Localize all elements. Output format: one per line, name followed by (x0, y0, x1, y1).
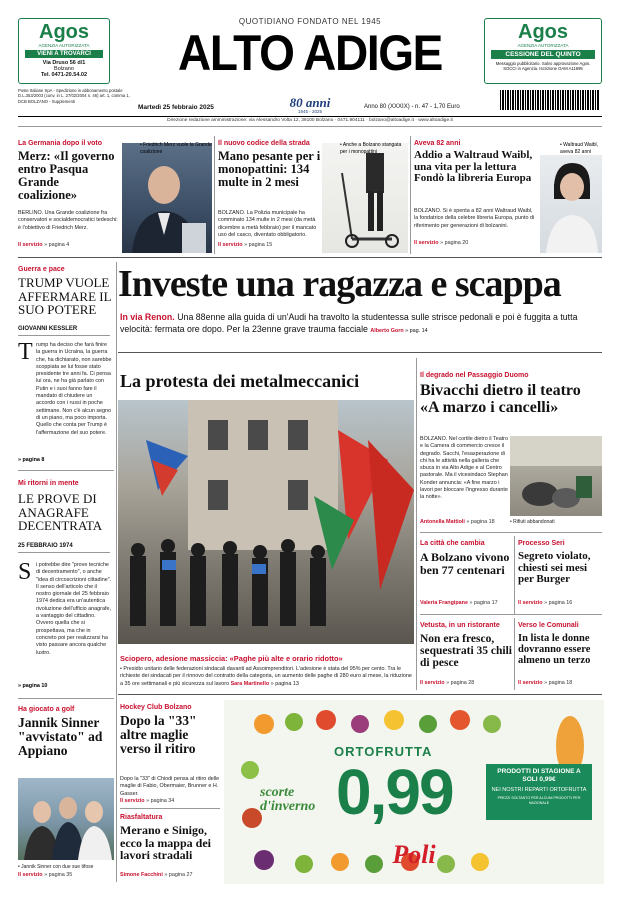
agos-cta-right: CESSIONE DEL QUINTO (491, 50, 595, 59)
left2-rule (18, 698, 114, 699)
right4-headline[interactable]: Non era fresco, sequestrati 35 chili di pesce (420, 633, 512, 670)
top2-ref-label: Il servizio (218, 242, 243, 248)
top1-headline[interactable]: Merz: «Il governo entro Pasqua Grande coalizione» (18, 149, 115, 203)
right5-ref-page: » pagina 18 (544, 680, 573, 686)
left3-kicker: Ha giocato a golf (18, 706, 75, 713)
right5-ref[interactable] (518, 680, 572, 686)
anniversary-badge (260, 96, 360, 114)
ad-promo: scorte d'inverno (260, 785, 316, 814)
protest-photo (118, 400, 414, 644)
bottom2-ref-name: Simone Facchini (120, 872, 163, 878)
lead-ref[interactable] (370, 328, 427, 334)
bottom2-headline[interactable]: Merano e Sinigo, ecco la mappa dei lavori stradali (120, 823, 211, 863)
protest-body-text: • Presidio unitario delle federazioni sindacali davanti ad Assoimprenditori. L'adesione è stata del 95% per cento. Tra le richieste dei sindacati per il rinnovo del contratto della categoria, un aumento delle paghe di 280 euro al mese, la riduzione a 35 ore settimanali e più sicurezza sul lavoro (120, 666, 412, 687)
right5-ref-label: Il servizio (518, 680, 543, 686)
waste-photo (510, 436, 602, 516)
right4-kicker: Vetusta, in un ristorante (420, 622, 500, 629)
right2-headline[interactable]: A Bolzano vivono ben 77 centenari (420, 550, 510, 577)
bottom2-ref-page: » pagina 27 (164, 872, 193, 878)
top1-ref[interactable] (18, 242, 69, 248)
agos-city: Bolzano (54, 66, 74, 72)
left2-headline[interactable]: LE PROVE DI ANAGRAFE DECENTRATA (18, 491, 103, 534)
right1-body: BOLZANO. Nel cortile dietro il Teatro e la Camera di commercio cresce il degrado. Sacchi, l'esasperazione di chi ha le attività nella galleria che sbuca in via Alto Adige e al Centro pastorale. Ma il vicesindaco Stephan Konder annuncia: «A fine marzo i lavori per bloccare l'ingresso durante la notte». (420, 436, 508, 501)
left1-body: rump ha deciso che farà finire la guerra in Ucraina, la guerra che, ha dichiarato, non sarebbe scoppiata se lui fosse stato presidente tre anni fa. Ci pensa lui ora, ne ha già parlato con Putin e i suoi fanno fare il mandato di chiudere un accordo con i russi in poche settimane. Non c'è alcun segno di un piano, ma poco importa. Quello che conta per Trump è l'affermazione del suo potere. (36, 342, 112, 436)
left3-ref[interactable] (18, 872, 72, 878)
left1-kicker: Guerra e pace (18, 266, 65, 273)
bottom1-ref[interactable] (120, 798, 174, 804)
bottom1-headline[interactable]: Dopo la "33" altre maglie verso il ritiro (120, 713, 197, 757)
right5-kicker: Verso le Comunali (518, 622, 579, 629)
top3-headline[interactable]: Addio a Waltraud Waibl, una vita per la lettura Fondò la libreria Europa (414, 149, 533, 185)
ad-box-sub: NEI NOSTRI REPARTI ORTOFRUTTA (491, 786, 587, 793)
top2-ref-page: » pagina 15 (244, 242, 273, 248)
top3-ref[interactable] (414, 240, 468, 246)
top3-caption: • Waltraud Waibl, aveva 82 anni (560, 142, 599, 155)
masthead-tagline: QUOTIDIANO FONDATO NEL 1945 (238, 17, 382, 26)
right1-caption: • Rifiuti abbandonati (510, 519, 555, 525)
top2-headline[interactable]: Mano pesante per i monopattini: 134 multe in 2 mesi (218, 149, 321, 190)
top-divider-2 (410, 136, 411, 254)
right4-ref[interactable] (420, 680, 474, 686)
ad-ortofrutta[interactable] (224, 700, 604, 884)
waste-bags-icon (510, 436, 602, 516)
protest-ref-name: Sara Martinello (230, 680, 270, 687)
sinner-photo (18, 778, 114, 860)
lead-sub-text: Una 88enne alla guida di un'Audi ha travolto la studentessa sulle strisce pedonali e poi è fuggita a tutta velocità: fermata ore dopo. Per la 23enne grave trauma facciale (120, 312, 578, 334)
waibl-portrait-icon (540, 155, 602, 253)
lead-rule (118, 352, 602, 353)
right3-ref-label: Il servizio (518, 600, 543, 606)
left2-ref[interactable]: » pagina 10 (18, 683, 48, 689)
top3-body: BOLZANO. Si è spenta a 82 anni Waltraud Waibl, la fondatrice della celebre libreria Europa, punto di riferimento per generazioni di bolzanini. (414, 208, 535, 229)
bottom1-rule (120, 808, 220, 809)
agos-note-right: Messaggio pubblicitario. Salvo approvazione Agos. SOCCI in Agenzia. Iscrizione OAM A11695 (495, 61, 591, 72)
protest-headline[interactable]: La protesta dei metalmeccanici (120, 371, 360, 391)
top3-ref-page: » pagina 20 (440, 240, 469, 246)
left1-author-rule (18, 335, 110, 336)
protest-ref-page: » pagina 13 (270, 680, 299, 687)
left3-ref-page: » pagina 35 (44, 872, 73, 878)
right1-rule (420, 532, 602, 533)
right4-ref-label: Il servizio (420, 680, 445, 686)
issue-date: Martedì 25 febbraio 2025 (138, 104, 214, 111)
right2-ref-page: » pagina 17 (469, 600, 498, 606)
bottom2-kicker: Riasfaltatura (120, 814, 163, 821)
agos-cta: VIENI A TROVARCI (25, 50, 103, 58)
protest-ref[interactable] (231, 681, 299, 687)
right1-kicker: Il degrado nel Passaggio Duomo (420, 372, 529, 379)
right2-kicker: La città che cambia (420, 540, 485, 547)
masthead-rule (18, 116, 602, 117)
merz-portrait-icon (122, 143, 212, 253)
top3-kicker: Aveva 82 anni (414, 140, 461, 147)
agos-tel: Tel. 0471-20.54.02 (40, 72, 88, 78)
agos-sub: AGENZIA AUTORIZZATA (38, 43, 90, 48)
top1-body: BERLINO. Una Grande coalizione fra conservatori e socialdemocratici tedeschi: è l'obiettivo di Friedrich Merz. (18, 210, 118, 231)
agos-sub-right: AGENZIA AUTORIZZATA (517, 43, 569, 48)
ad-price: 0,99 (336, 756, 453, 828)
right3-kicker: Processo Seri (518, 540, 565, 547)
top2-caption: • Anche a Bolzano stangata per i monopattini (340, 142, 402, 155)
left2-date-rule (18, 552, 110, 553)
protest-body (120, 666, 412, 688)
right1-ref-name: Antonella Mattioli (420, 519, 465, 525)
left3-caption: • Jannik Sinner con due sue tifose (18, 864, 94, 870)
waibl-photo (540, 155, 602, 253)
right2-ref[interactable] (420, 600, 498, 606)
address-rule (18, 126, 602, 127)
lead-sub-red: In via Renon. (120, 312, 175, 322)
ad-agos-right[interactable] (484, 18, 602, 84)
right2-rule (420, 614, 602, 615)
right-split-2 (514, 618, 515, 690)
top1-kicker: La Germania dopo il voto (18, 140, 103, 147)
right2-ref-name: Valeria Frangipane (420, 600, 468, 606)
lead-ref-page: » pag. 14 (405, 327, 428, 334)
protest-scene-icon (118, 400, 414, 644)
top1-ref-label: Il servizio (18, 242, 43, 248)
left1-author: GIOVANNI KESSLER (18, 326, 78, 332)
right3-headline[interactable]: Segreto violato, chiesti sei mesi per Burger (518, 550, 591, 586)
lead-headline[interactable]: Investe una ragazza e scappa (118, 263, 561, 305)
bottom1-ref-label: Il servizio (120, 798, 145, 804)
right1-ref-page: » pagina 18 (466, 519, 495, 525)
agos-address: Via Druso 56 d/1 (42, 60, 86, 66)
bottom-row-rule (118, 694, 602, 695)
bottom1-ref-page: » pagina 34 (146, 798, 175, 804)
left1-dropcap: T (18, 339, 33, 365)
masthead-title[interactable]: ALTO ADIGE (178, 25, 442, 81)
postal-info: Poste Italiane SpA - Spedizione in abbonamento postale D.L.353/2003 (conv. in L. 27/02/2004 n. 46) art. 1, comma 1, DCB BOLZANO - Supplementi (18, 88, 130, 104)
right-split-1 (514, 536, 515, 614)
top-row-rule (18, 257, 602, 258)
top-divider-1 (214, 136, 215, 254)
scooter-photo (322, 143, 408, 253)
merz-photo (122, 143, 212, 253)
barcode (500, 90, 600, 110)
lead-subhead (120, 312, 602, 336)
bottom1-body: Dopo la "33" di Chiodi pensa al ritiro delle maglie di Fabio, Obermaier, Brunner e H. Gasser. (120, 776, 220, 797)
right1-headline[interactable]: Bivacchi dietro il teatro «A marzo i cancelli» (420, 382, 581, 416)
left2-dropcap: S (18, 559, 32, 585)
right4-ref-page: » pagina 28 (446, 680, 475, 686)
mid-col-divider (416, 358, 417, 690)
left-col-divider (116, 262, 117, 882)
top3-ref-label: Il servizio (414, 240, 439, 246)
ad-brand-logo: Poli (392, 840, 436, 869)
left1-headline[interactable]: TRUMP VUOLE AFFERMARE IL SUO POTERE (18, 275, 112, 318)
left1-rule (18, 470, 114, 471)
lead-ref-name: Alberto Gorn (370, 327, 404, 334)
top2-ref[interactable] (218, 242, 272, 248)
ad-offer-box (486, 764, 592, 820)
issue-number: Anno 80 (XXXIX) - n. 47 - 1,70 Euro (364, 104, 460, 110)
right3-ref[interactable] (518, 600, 572, 606)
scooter-rider-icon (322, 143, 408, 253)
left3-headline[interactable]: Jannik Sinner "avvistato" ad Appiano (18, 715, 103, 759)
agos-logo: Agos (39, 21, 89, 43)
ad-agos-left[interactable] (18, 18, 110, 84)
left2-kicker: Mi ritorni in mente (18, 480, 79, 487)
left3-ref-label: Il servizio (18, 872, 43, 878)
address-line: Direzione redazione amministrazione: via Alessandro Volta 12, 39100 Bolzano · 0471.904111 · bolzano@altoadige.it · www.altoadige.it (167, 118, 453, 123)
right3-ref-page: » pagina 16 (544, 600, 573, 606)
anniversary-text: 80 anni (289, 95, 331, 110)
ad-box-title: PRODOTTI DI STAGIONE A SOLI 0,99€ (497, 768, 581, 783)
bottom1-kicker: Hockey Club Bolzano (120, 704, 192, 711)
top1-caption: • Friedrich Merz vuole la Grande coalizione (140, 142, 212, 155)
top1-ref-page: » pagina 4 (44, 242, 70, 248)
ad-ortofrutta-title: ORTOFRUTTA (334, 744, 433, 759)
ad-box-note: PREZZI SOLTANTO PER ALCUNI PRODOTTI PER NAZIONALE (497, 796, 581, 805)
left2-date: 25 FEBBRAIO 1974 (18, 543, 73, 549)
top2-kicker: Il nuovo codice della strada (218, 140, 310, 147)
agos-logo-right: Agos (518, 21, 568, 43)
anniversary-years: 1945 - 2025 (297, 109, 323, 114)
top2-body: BOLZANO. La Polizia municipale ha comminato 134 multe in 2 mesi (da metà dicembre a metà febbraio) per il mancato uso del casco, diventato obbligatorio. (218, 210, 317, 238)
right1-ref[interactable] (420, 519, 495, 525)
right5-headline[interactable]: In lista le donne dovranno essere almeno un terzo (518, 633, 591, 667)
left2-body: i potrebbe dire "prove tecniche di decentramento", o anche "idea di circoscrizioni cittadine". Il senso dell'articolo che il nostro giornale del 25 febbraio 1974 dedica era un'autentica rivoluzione dell'ufficio anagrafe, a vantaggio del cittadino. Ovvero quella che si prospettava, ma che in concreto poi per realizzarsi ha visto passare ancora qualche lustro. (36, 562, 112, 656)
protest-caption-red: Sciopero, adesione massiccia: «Paghe più alte e orario ridotto» (120, 654, 343, 663)
bottom2-ref[interactable] (120, 872, 193, 878)
left1-ref[interactable]: » pagina 8 (18, 457, 45, 463)
sinner-fans-icon (18, 778, 114, 860)
